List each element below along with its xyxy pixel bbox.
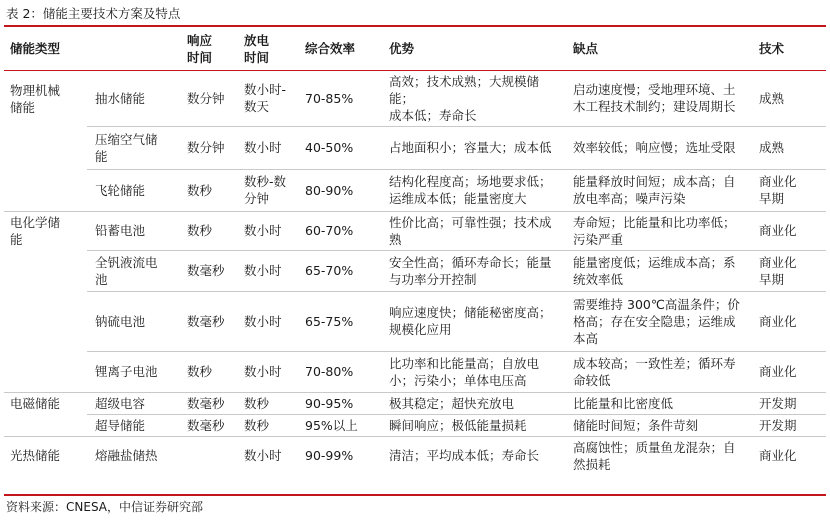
table-row <box>4 126 826 169</box>
efficiency: 95%以上 <box>299 414 383 436</box>
storage-category <box>4 351 87 392</box>
maturity: 开发期 <box>753 414 826 436</box>
response-time <box>181 436 238 475</box>
bottom-rule <box>4 494 826 496</box>
cons: 储能时间短；条件苛刻 <box>567 414 753 436</box>
tech-name: 熔融盐储热 <box>87 436 181 475</box>
discharge-time: 数小时 <box>238 291 299 351</box>
efficiency: 90-95% <box>299 392 383 414</box>
maturity: 商业化 <box>753 211 826 250</box>
header-efficiency: 综合效率 <box>305 41 356 57</box>
efficiency: 65-75% <box>299 291 383 351</box>
table-row <box>4 436 826 475</box>
response-time: 数毫秒 <box>181 250 238 291</box>
tech-name: 钠硫电池 <box>87 291 181 351</box>
discharge-time: 数小时 <box>238 351 299 392</box>
header-row <box>4 27 826 71</box>
response-time: 数分钟 <box>187 90 225 106</box>
storage-category <box>4 414 87 436</box>
discharge-time: 数小时 <box>238 126 299 169</box>
table-row <box>4 211 826 250</box>
pros: 比功率和比能量高；自放电 小；污染小；单体电压高 <box>383 351 567 392</box>
storage-category <box>4 169 87 211</box>
table-row <box>4 169 826 211</box>
response-time: 数秒 <box>181 169 238 211</box>
discharge-time: 数秒 <box>238 392 299 414</box>
efficiency: 60-70% <box>299 211 383 250</box>
table-row <box>4 291 826 351</box>
table-title: 表 2：储能主要技术方案及特点 <box>6 6 181 21</box>
cons: 效率较低；响应慢；选址受限 <box>567 126 753 169</box>
pros: 占地面积小；容量大；成本低 <box>383 126 567 169</box>
pros: 安全性高；循环寿命长；能量 与功率分开控制 <box>383 250 567 291</box>
discharge-time: 数小时 <box>238 436 299 475</box>
tech-name: 超导储能 <box>87 414 181 436</box>
cons: 比能量和比密度低 <box>567 392 753 414</box>
energy-storage-table <box>4 27 826 475</box>
table-row <box>4 392 826 414</box>
source-note: 资料来源：CNESA，中信证券研究部 <box>6 500 203 514</box>
storage-category <box>4 250 87 291</box>
efficiency: 70-80% <box>299 351 383 392</box>
table-row <box>4 414 826 436</box>
efficiency: 70-85% <box>305 90 354 106</box>
response-time: 数毫秒 <box>181 414 238 436</box>
table-row <box>4 71 826 127</box>
cons: 能量释放时间短；成本高；自 放电率高；噪声污染 <box>567 169 753 211</box>
header-type: 储能类型 <box>10 41 61 56</box>
storage-category: 电化学储 能 <box>4 211 87 250</box>
header-response: 响应 时间 <box>187 32 213 65</box>
storage-category: 光热储能 <box>4 436 87 475</box>
pros: 极其稳定；超快充放电 <box>383 392 567 414</box>
response-time: 数秒 <box>181 351 238 392</box>
header-pros: 优势 <box>389 41 415 57</box>
discharge-time: 数小时- 数天 <box>244 82 287 114</box>
table-row <box>4 351 826 392</box>
discharge-time: 数小时 <box>238 211 299 250</box>
pros: 结构化程度高；场地要求低； 运维成本低；能量密度大 <box>383 169 567 211</box>
storage-category: 物理机械 储能 <box>4 71 87 127</box>
efficiency: 90-99% <box>299 436 383 475</box>
maturity: 商业化 早期 <box>753 250 826 291</box>
maturity: 商业化 <box>753 436 826 475</box>
storage-category <box>4 291 87 351</box>
response-time: 数毫秒 <box>181 291 238 351</box>
tech-name: 锂离子电池 <box>87 351 181 392</box>
pros: 性价比高；可靠性强；技术成 熟 <box>383 211 567 250</box>
header-discharge: 放电 时间 <box>244 32 270 65</box>
maturity: 商业化 <box>753 291 826 351</box>
discharge-time: 数秒-数 分钟 <box>238 169 299 211</box>
pros: 清洁；平均成本低；寿命长 <box>383 436 567 475</box>
maturity: 商业化 <box>753 351 826 392</box>
storage-category <box>4 126 87 169</box>
maturity: 开发期 <box>753 392 826 414</box>
storage-category: 电磁储能 <box>4 392 87 414</box>
tech-name: 飞轮储能 <box>87 169 181 211</box>
efficiency: 40-50% <box>299 126 383 169</box>
cons: 成本较高；一致性差；循环寿 命较低 <box>567 351 753 392</box>
tech-name: 铅蓄电池 <box>87 211 181 250</box>
maturity: 商业化 早期 <box>753 169 826 211</box>
response-time: 数秒 <box>181 211 238 250</box>
discharge-time: 数小时 <box>238 250 299 291</box>
response-time: 数毫秒 <box>181 392 238 414</box>
pros: 高效；技术成熟；大规模储能； 成本低；寿命长 <box>389 73 540 123</box>
tech-name: 全钒液流电 池 <box>87 250 181 291</box>
tech-name: 压缩空气储 能 <box>87 126 181 169</box>
header-rule <box>4 70 826 71</box>
response-time: 数分钟 <box>181 126 238 169</box>
table-row <box>4 250 826 291</box>
cons: 高腐蚀性；质量鱼龙混杂；自 然损耗 <box>567 436 753 475</box>
pros: 响应速度快；储能秘密度高； 规模化应用 <box>383 291 567 351</box>
discharge-time: 数秒 <box>238 414 299 436</box>
tech-name: 超级电容 <box>87 392 181 414</box>
efficiency: 65-70% <box>299 250 383 291</box>
tech-name: 抽水储能 <box>95 90 146 106</box>
cons: 寿命短；比能量和比功率低； 污染严重 <box>567 211 753 250</box>
maturity: 成熟 <box>753 126 826 169</box>
pros: 瞬间响应；极低能量损耗 <box>383 414 567 436</box>
maturity: 成熟 <box>759 90 785 106</box>
header-tech: 技术 <box>759 41 785 57</box>
cons: 能量密度低；运维成本高；系 统效率低 <box>567 250 753 291</box>
cons: 需要维持 300℃高温条件；价 格高；存在安全隐患；运维成 本高 <box>567 291 753 351</box>
efficiency: 80-90% <box>299 169 383 211</box>
header-cons: 缺点 <box>573 41 599 57</box>
cons: 启动速度慢；受地理环境、土 木工程技术制约；建设周期长 <box>573 82 736 114</box>
